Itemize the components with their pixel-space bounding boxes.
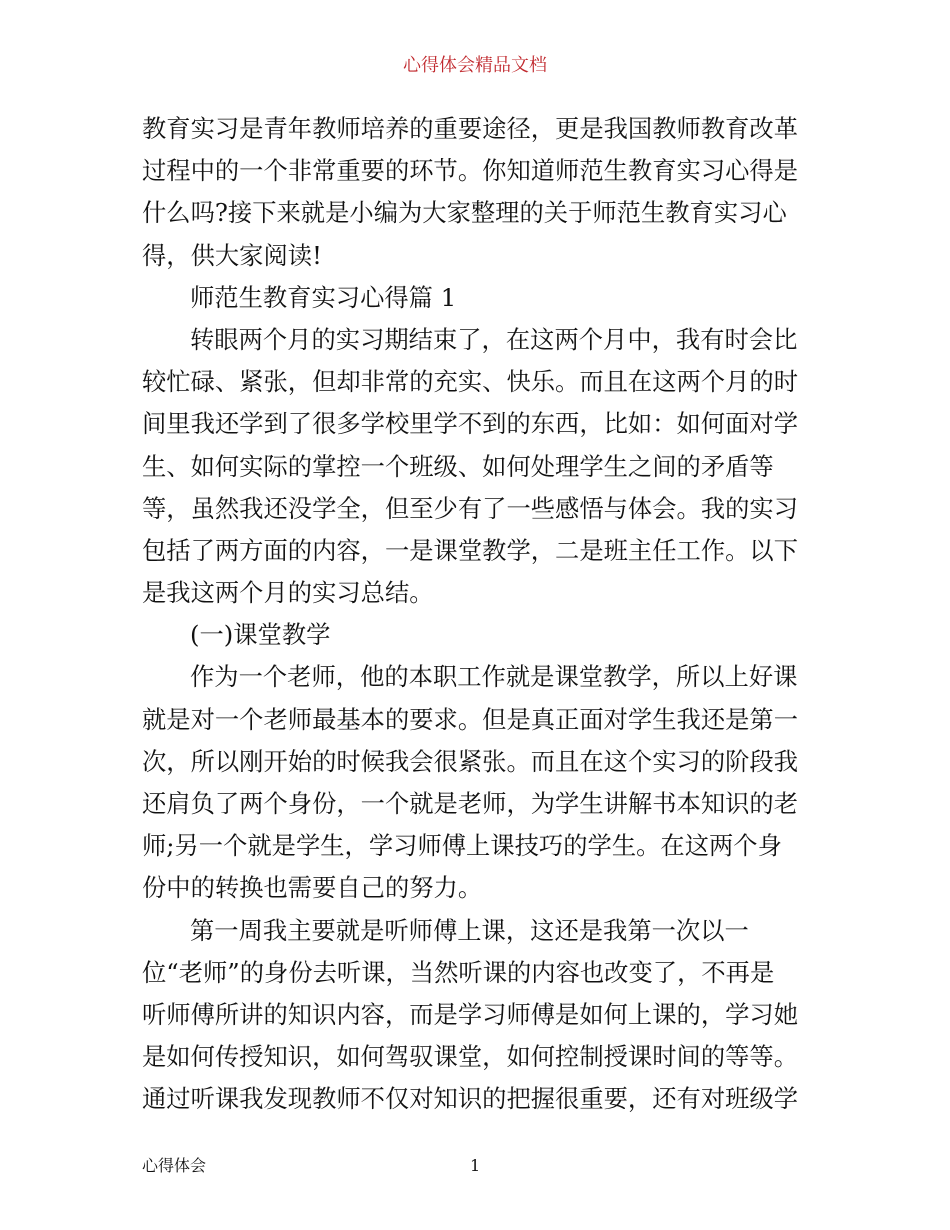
text-line: 得，供大家阅读! xyxy=(142,240,322,270)
text-line: 等，虽然我还没学全，但至少有了一些感悟与体会。我的实习 xyxy=(142,493,799,523)
text-line: 是我这两个月的实习总结。 xyxy=(142,578,434,608)
text-line: 还肩负了两个身份，一个就是老师，为学生讲解书本知识的老 xyxy=(142,789,799,818)
document-body xyxy=(142,108,812,1121)
text-line: 作为一个老师，他的本职工作就是课堂教学，所以上好课 xyxy=(190,662,798,692)
section-heading: 师范生教育实习心得篇 1 xyxy=(190,282,457,312)
text-line: 间里我还学到了很多学校里学不到的东西，比如：如何面对学 xyxy=(142,409,799,439)
text-line: 较忙碌、紧张，但却非常的充实、快乐。而且在这两个月的时 xyxy=(142,367,799,397)
subsection-heading: (一)课堂教学 xyxy=(190,620,331,650)
text-line: 听师傅所讲的知识内容，而是学习师傅是如何上课的，学习她 xyxy=(142,999,799,1029)
footer-label: 心得体会 xyxy=(142,1156,207,1175)
text-line: 什么吗?接下来就是小编为大家整理的关于师范生教育实习心 xyxy=(142,198,787,228)
text-line: 过程中的一个非常重要的环节。你知道师范生教育实习心得是 xyxy=(142,156,799,186)
text-line: 转眼两个月的实习期结束了，在这两个月中，我有时会比 xyxy=(190,324,798,354)
text-line: 包括了两方面的内容，一是课堂教学，二是班主任工作。以下 xyxy=(142,535,799,565)
text-line: 位“老师”的身份去听课，当然听课的内容也改变了，不再是 xyxy=(142,957,775,987)
text-line: 第一周我主要就是听师傅上课，这还是我第一次以一 xyxy=(190,915,749,945)
text-line: 生、如何实际的掌控一个班级、如何处理学生之间的矛盾等 xyxy=(142,451,774,481)
text-line: 份中的转换也需要自己的努力。 xyxy=(142,873,483,903)
text-line: 师;另一个就是学生，学习师傅上课技巧的学生。在这两个身 xyxy=(142,831,782,861)
text-line: 次，所以刚开始的时候我会很紧张。而且在这个实习的阶段我 xyxy=(142,746,799,776)
text-line: 就是对一个老师最基本的要求。但是真正面对学生我还是第一 xyxy=(142,704,799,734)
page-header-title: 心得体会精品文档 xyxy=(403,55,547,76)
text-line: 是如何传授知识，如何驾驭课堂，如何控制授课时间的等等。 xyxy=(142,1042,799,1072)
text-line: 通过听课我发现教师不仅对知识的把握很重要，还有对班级学 xyxy=(142,1084,799,1114)
page-number: 1 xyxy=(470,1156,481,1175)
text-line: 教育实习是青年教师培养的重要途径，更是我国教师教育改革 xyxy=(142,114,799,143)
